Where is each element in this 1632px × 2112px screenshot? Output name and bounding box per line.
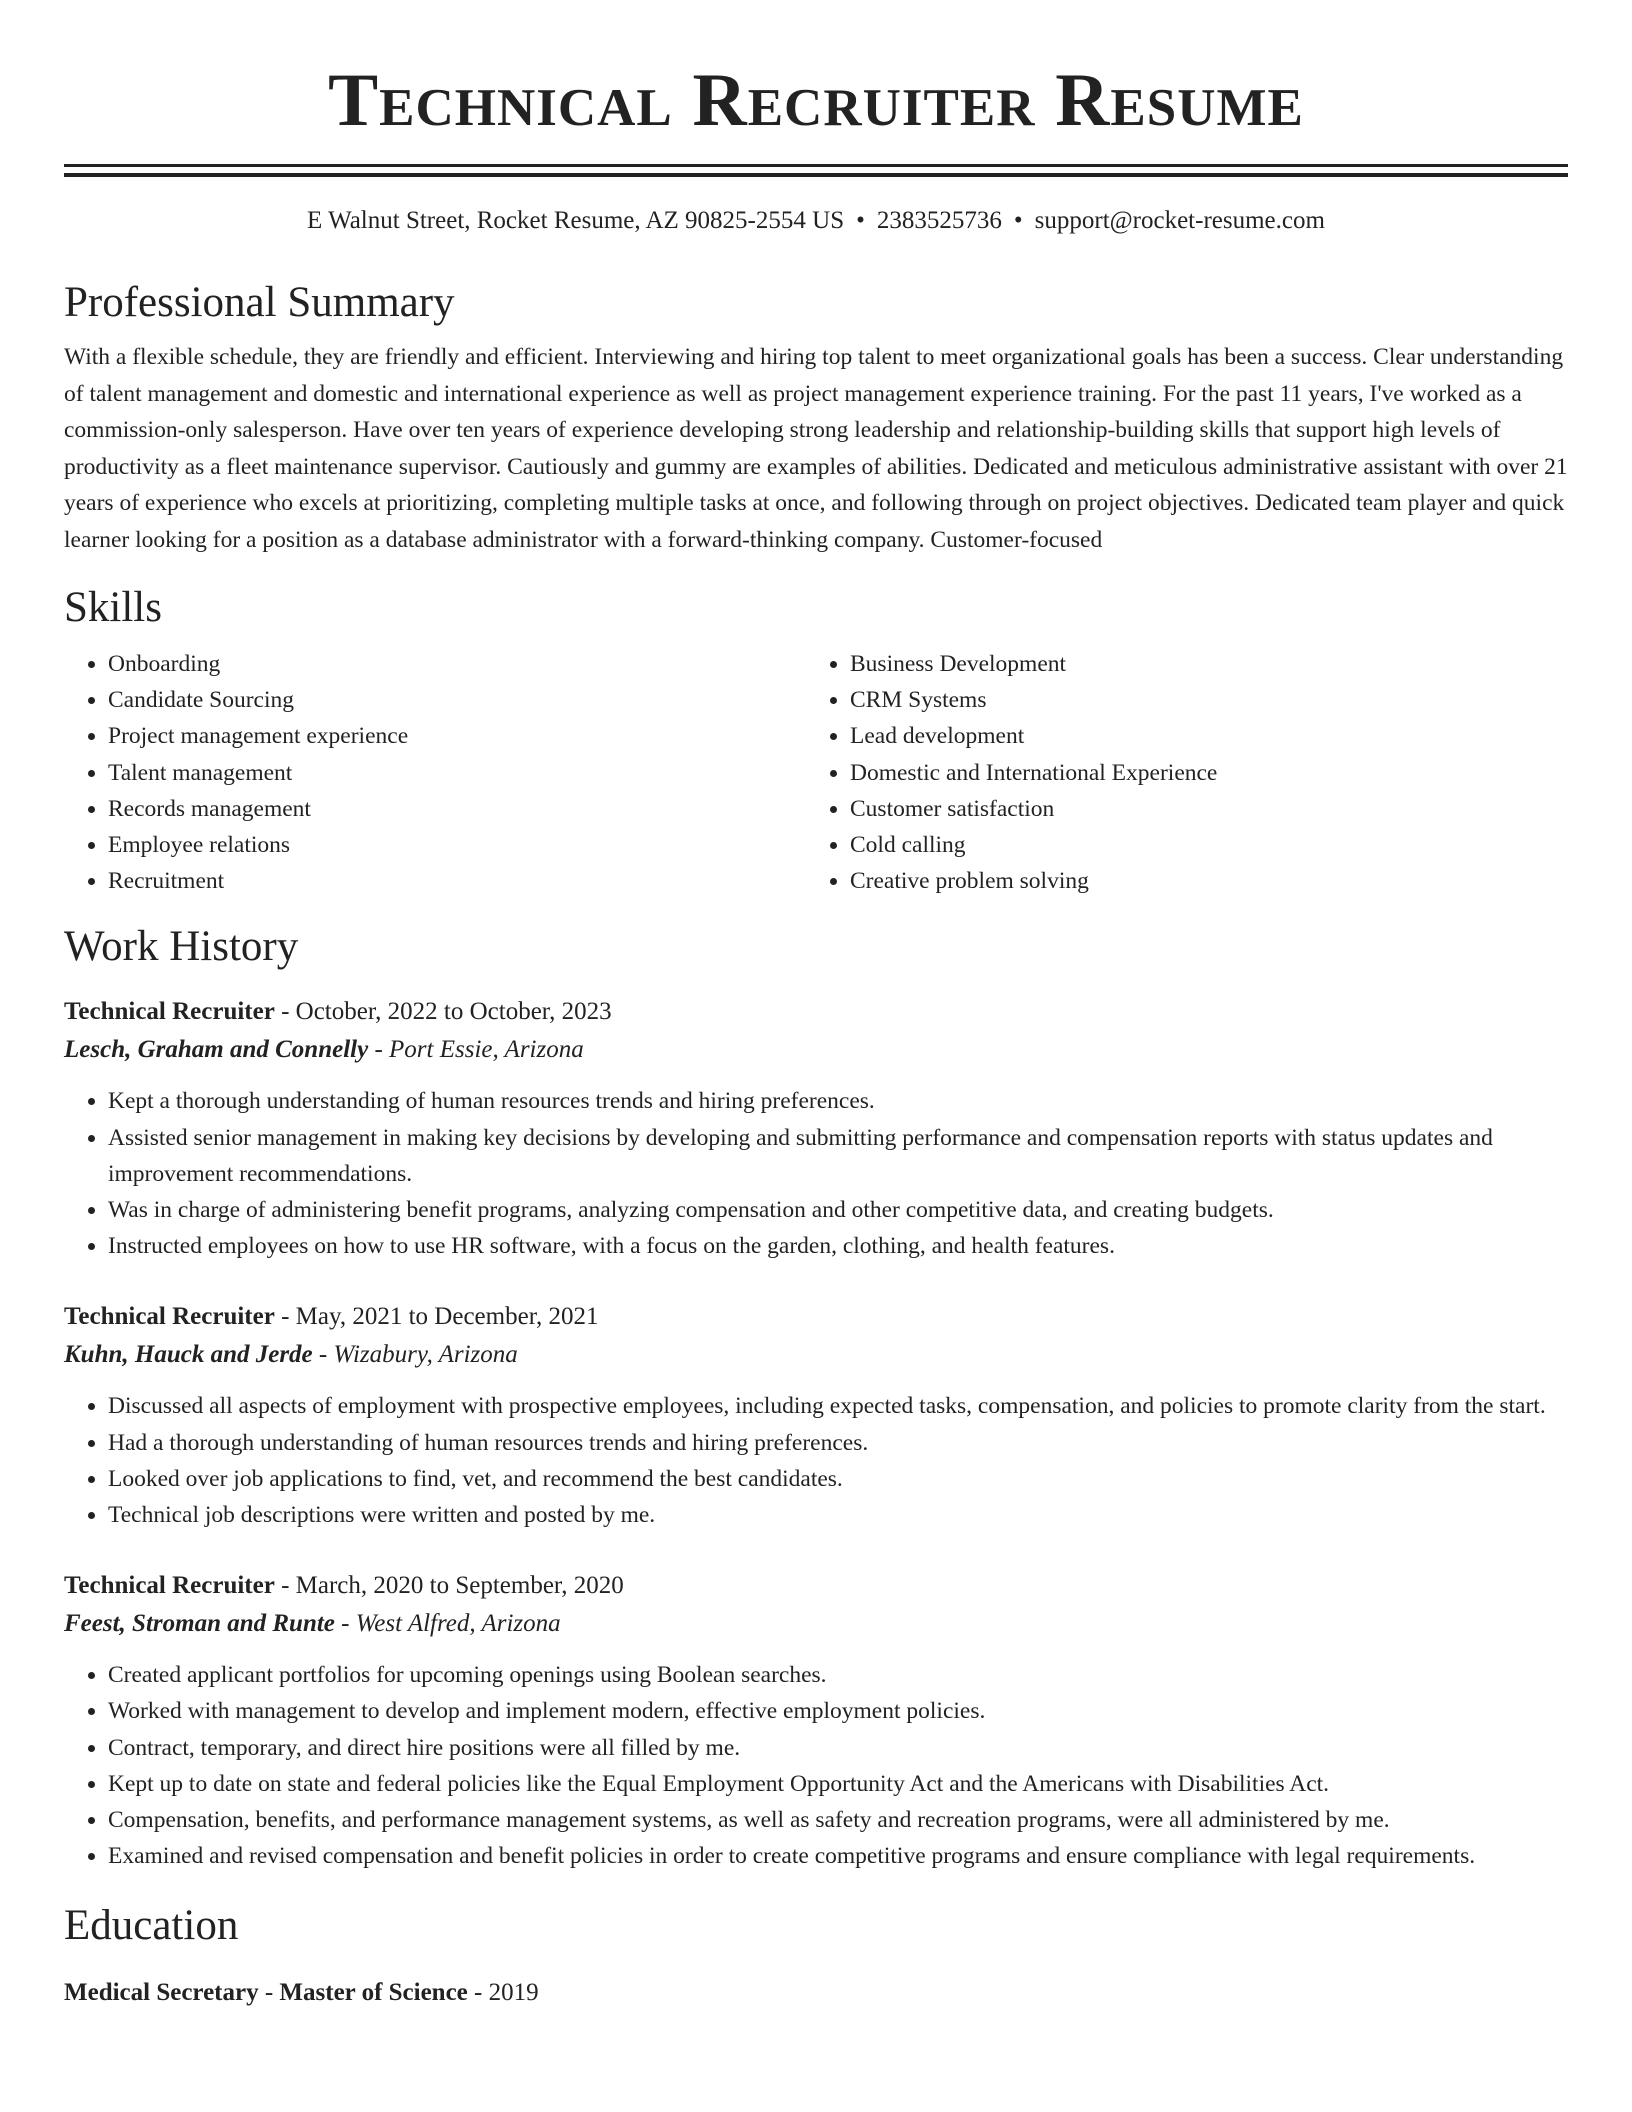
job-bullet: • Looked over job applications to find, vet, and recommend the best candidates. xyxy=(108,1461,1568,1497)
skill-item: • Employee relations xyxy=(108,827,806,863)
job-title-line xyxy=(64,993,1568,1031)
skill-item: • Creative problem solving xyxy=(850,863,1548,899)
job-location: West Alfred, Arizona xyxy=(355,1610,561,1638)
job-bullet: • Had a thorough understanding of human resources trends and hiring preferences. xyxy=(108,1425,1568,1461)
job-dash: - xyxy=(274,1303,296,1331)
contact-separator: • xyxy=(1013,207,1023,234)
contact-line xyxy=(64,205,1568,237)
skill-item: • Domestic and International Experience xyxy=(850,755,1548,791)
skill-item: • Records management xyxy=(108,791,806,827)
job-company: Feest, Stroman and Runte xyxy=(64,1610,335,1638)
summary-text: With a flexible schedule, they are friendly and efficient. Interviewing and hiring top talent to meet organizational goals has been a success. Clear understanding of talent management and domestic and international experience as well as project management experience training. For the past 11 years, I've worked as a commission-only salesperson. Have over ten years of experience developing strong leadership and relationship-building skills that support high levels of productivity as a fleet maintenance supervisor. Cautiously and gummy are examples of abilities. Dedicated and meticulous administrative assistant with over 21 years of experience who excels at prioritizing, completing multiple tasks at once, and following through on project objectives. Dedicated team player and quick learner looking for a position as a database administrator with a forward-thinking company. Customer-focused xyxy=(64,344,1568,553)
work-history-heading: Work History xyxy=(64,923,299,971)
skills-column-left xyxy=(64,646,806,899)
education-entry xyxy=(64,1974,1568,2012)
job-bullets xyxy=(64,1388,1568,1533)
job-bullet: • Compensation, benefits, and performance management systems, as well as safety and recreation programs, were all administered by me. xyxy=(108,1802,1568,1838)
job-dash: - xyxy=(368,1036,390,1064)
job-dates: March, 2020 to September, 2020 xyxy=(295,1572,624,1600)
education-year: 2019 xyxy=(488,1979,539,2007)
job-dates: May, 2021 to December, 2021 xyxy=(295,1303,599,1331)
job-location: Wizabury, Arizona xyxy=(333,1341,518,1369)
resume-title: Technical Recruiter Resume xyxy=(328,59,1304,142)
job-bullet: • Assisted senior management in making key decisions by developing and submitting performance and compensation reports with status updates and improvement recommendations. xyxy=(108,1120,1568,1192)
skills-column-right xyxy=(806,646,1548,899)
job-title: Technical Recruiter xyxy=(64,1572,275,1600)
job-company-line xyxy=(64,1605,1568,1643)
job-entry xyxy=(64,1567,1568,1874)
skill-item: • Cold calling xyxy=(850,827,1548,863)
job-title: Technical Recruiter xyxy=(64,998,275,1026)
contact-email: support@rocket-resume.com xyxy=(1034,207,1325,234)
job-entry xyxy=(64,993,1568,1264)
skill-item: • Customer satisfaction xyxy=(850,791,1548,827)
job-bullet: • Kept up to date on state and federal policies like the Equal Employment Opportunity Act and the Americans with Disabilities Act. xyxy=(108,1766,1568,1802)
skill-item: • Onboarding xyxy=(108,646,806,682)
title-rule-top xyxy=(64,164,1568,167)
job-company-line xyxy=(64,1031,1568,1069)
job-title: Technical Recruiter xyxy=(64,1303,275,1331)
job-company: Kuhn, Hauck and Jerde xyxy=(64,1341,313,1369)
job-bullet: • Examined and revised compensation and benefit policies in order to create competitive programs and ensure compliance with legal requirements. xyxy=(108,1838,1568,1874)
job-dash: - xyxy=(274,1572,296,1600)
job-dash: - xyxy=(334,1610,356,1638)
contact-address: E Walnut Street, Rocket Resume, AZ 90825-2554 US xyxy=(307,207,845,234)
education-heading: Education xyxy=(64,1902,239,1950)
job-title-line xyxy=(64,1567,1568,1605)
skill-item: • Candidate Sourcing xyxy=(108,682,806,718)
skill-item: • Business Development xyxy=(850,646,1548,682)
job-company: Lesch, Graham and Connelly xyxy=(64,1036,369,1064)
job-bullet: • Discussed all aspects of employment with prospective employees, including expected tasks, compensation, and policies to promote clarity from the start. xyxy=(108,1388,1568,1424)
job-dates: October, 2022 to October, 2023 xyxy=(295,998,612,1026)
resume-page xyxy=(64,0,1568,2012)
job-bullet: • Contract, temporary, and direct hire positions were all filled by me. xyxy=(108,1730,1568,1766)
job-bullets xyxy=(64,1083,1568,1264)
job-bullet: • Was in charge of administering benefit programs, analyzing compensation and other competitive data, and creating budgets. xyxy=(108,1192,1568,1228)
skill-item: • Project management experience xyxy=(108,718,806,754)
job-company-line xyxy=(64,1336,1568,1374)
contact-separator: • xyxy=(856,207,865,234)
job-entry xyxy=(64,1298,1568,1533)
job-bullet: • Created applicant portfolios for upcoming openings using Boolean searches. xyxy=(108,1657,1568,1693)
job-bullet: • Instructed employees on how to use HR software, with a focus on the garden, clothing, and health features. xyxy=(108,1228,1568,1264)
contact-phone: 2383525736 xyxy=(876,207,1002,234)
job-bullet: • Kept a thorough understanding of human resources trends and hiring preferences. xyxy=(108,1083,1568,1119)
education-degree: Master of Science xyxy=(279,1979,468,2007)
job-title-line xyxy=(64,1298,1568,1336)
job-bullet: • Technical job descriptions were written and posted by me. xyxy=(108,1497,1568,1533)
skills-list xyxy=(64,646,1568,899)
skill-item: • Recruitment xyxy=(108,863,806,899)
education-school: Medical Secretary xyxy=(64,1979,259,2007)
job-location: Port Essie, Arizona xyxy=(389,1036,584,1064)
job-bullet: • Worked with management to develop and implement modern, effective employment policies. xyxy=(108,1693,1568,1729)
education-dash: - xyxy=(258,1979,280,2007)
job-dash: - xyxy=(312,1341,334,1369)
education-dash: - xyxy=(467,1979,489,2007)
skill-item: • Lead development xyxy=(850,718,1548,754)
skill-item: • CRM Systems xyxy=(850,682,1548,718)
skill-item: • Talent management xyxy=(108,755,806,791)
skills-heading: Skills xyxy=(64,584,162,631)
job-dash: - xyxy=(274,998,296,1026)
job-bullets xyxy=(64,1657,1568,1874)
title-rule-bottom xyxy=(64,173,1568,177)
summary-heading: Professional Summary xyxy=(64,279,455,326)
